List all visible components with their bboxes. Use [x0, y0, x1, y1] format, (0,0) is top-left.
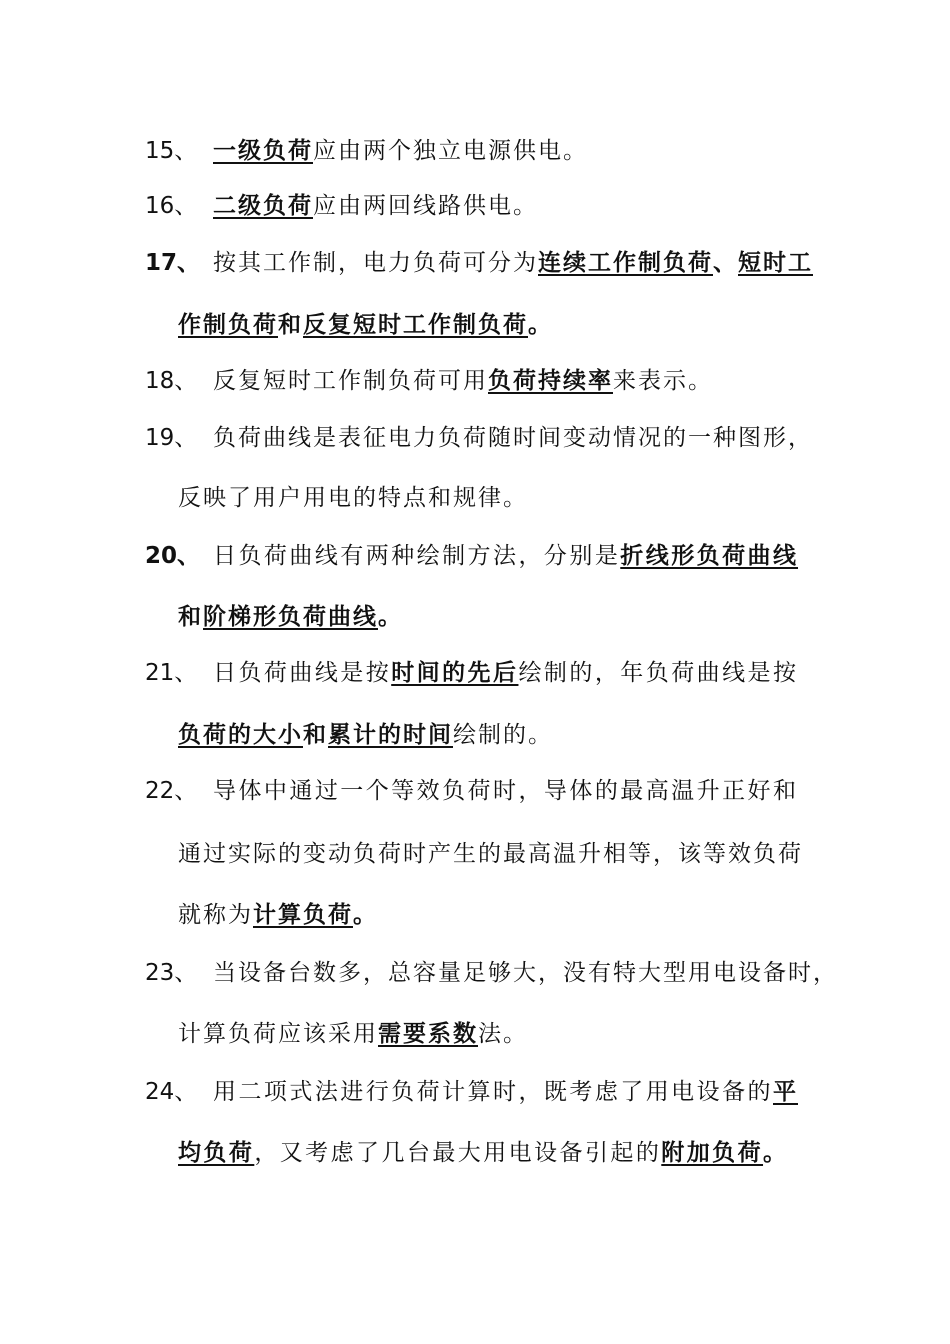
answer-blank: 阶梯形负荷曲线	[203, 603, 378, 630]
answer-blank: 折线形负荷曲线	[620, 542, 799, 569]
text-line	[213, 536, 798, 576]
answer-blank: 均负荷	[178, 1139, 255, 1166]
text-segment: 用二项式法进行负荷计算时，既考虑了用电设备的	[213, 1079, 773, 1105]
text-line	[213, 653, 798, 693]
bold-text: 。	[528, 311, 553, 338]
answer-blank: 一级负荷	[213, 137, 313, 164]
text-line	[213, 1072, 798, 1112]
bold-text: 。	[378, 603, 403, 630]
answer-blank: 累计的时间	[328, 721, 453, 748]
bold-text: 、	[713, 249, 738, 276]
text-segment: 当设备台数多，总容量足够大，没有特大型用电设备时，	[213, 960, 838, 986]
text-line	[178, 305, 553, 345]
bold-text: 和	[178, 603, 203, 630]
text-line	[213, 243, 813, 283]
text-line	[213, 131, 588, 171]
text-segment: 反映了用户用电的特点和规律。	[178, 485, 528, 511]
item-number: 23、	[145, 960, 198, 986]
text-segment: 来表示。	[613, 368, 713, 394]
text-segment: 绘制的，年负荷曲线是按	[518, 660, 799, 686]
text-line	[178, 597, 403, 637]
text-segment: 绘制的。	[453, 722, 553, 748]
bold-text: 。	[353, 901, 378, 928]
text-segment: 按其工作制，电力负荷可分为	[213, 250, 538, 276]
text-line	[213, 418, 813, 458]
item-number: 18、	[145, 368, 198, 394]
text-segment: 负荷曲线是表征电力负荷随时间变动情况的一种图形，	[213, 425, 813, 451]
text-segment: 反复短时工作制负荷可用	[213, 368, 488, 394]
answer-blank: 反复短时工作制负荷	[303, 311, 528, 338]
text-segment: ，又考虑了几台最大用电设备引起的	[254, 1140, 662, 1166]
text-segment: 计算负荷应该采用	[178, 1021, 378, 1047]
item-number: 24、	[145, 1079, 198, 1105]
text-line	[178, 478, 528, 518]
bold-text: 。	[763, 1139, 789, 1166]
item-number: 17、	[145, 250, 201, 276]
text-line	[178, 715, 553, 755]
text-segment: 法。	[478, 1021, 528, 1047]
answer-blank: 平	[773, 1078, 798, 1105]
answer-blank: 二级负荷	[213, 192, 313, 219]
text-line	[178, 1133, 788, 1173]
item-number: 20、	[145, 543, 201, 569]
text-line	[213, 186, 538, 226]
bold-text: 和	[278, 311, 303, 338]
answer-blank: 时间的先后	[391, 659, 519, 686]
answer-blank: 计算负荷	[253, 901, 353, 928]
text-line	[178, 1014, 528, 1054]
item-number: 15、	[145, 138, 198, 164]
text-segment: 应由两个独立电源供电。	[313, 138, 588, 164]
item-number: 22、	[145, 778, 198, 804]
answer-blank: 作制负荷	[178, 311, 278, 338]
text-line	[213, 361, 713, 401]
text-segment: 通过实际的变动负荷时产生的最高温升相等，该等效负荷	[178, 841, 803, 867]
item-number: 21、	[145, 660, 198, 686]
text-segment: 就称为	[178, 902, 253, 928]
item-number: 16、	[145, 193, 198, 219]
bold-text: 和	[303, 721, 328, 748]
text-line	[178, 895, 378, 935]
text-segment: 日负荷曲线有两种绘制方法，分别是	[213, 543, 621, 569]
text-segment: 导体中通过一个等效负荷时，导体的最高温升正好和	[213, 778, 798, 804]
answer-blank: 短时工	[738, 249, 813, 276]
answer-blank: 需要系数	[378, 1020, 478, 1047]
text-line	[178, 834, 803, 874]
text-line	[213, 953, 838, 993]
answer-blank: 负荷持续率	[488, 367, 613, 394]
item-number: 19、	[145, 425, 198, 451]
text-segment: 应由两回线路供电。	[313, 193, 538, 219]
text-line	[213, 771, 798, 811]
answer-blank: 附加负荷	[661, 1139, 764, 1166]
answer-blank: 连续工作制负荷	[538, 249, 713, 276]
text-segment: 日负荷曲线是按	[213, 660, 392, 686]
answer-blank: 负荷的大小	[178, 721, 303, 748]
